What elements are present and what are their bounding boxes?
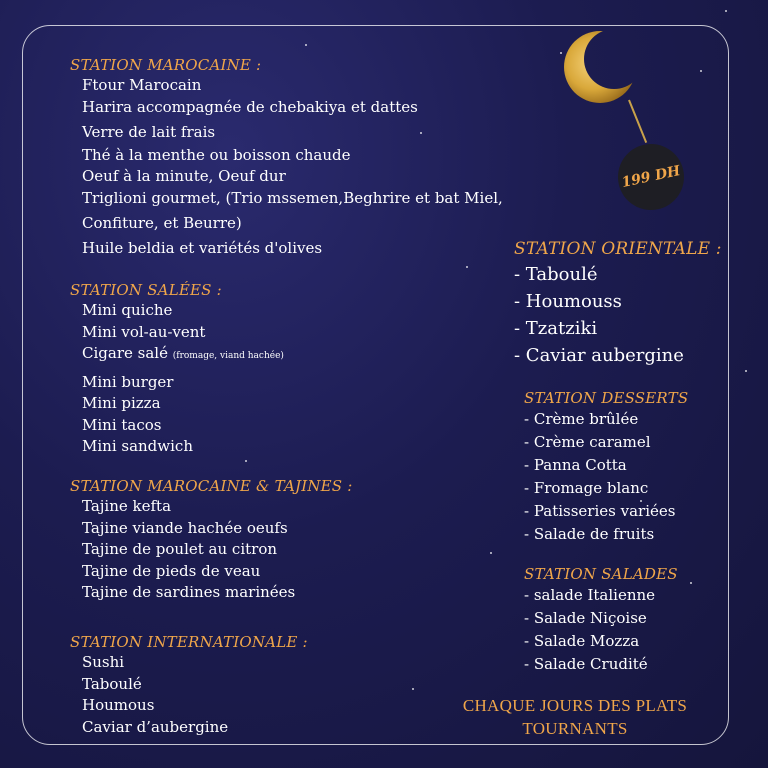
section-title: STATION MAROCAINE & TAJINES : [70, 477, 353, 495]
item-list [514, 261, 722, 369]
section-station-orientale [514, 237, 722, 369]
section-station-marocaine [70, 55, 503, 259]
list-item: Confiture, et Beurre) [82, 214, 242, 232]
section-station-salees [70, 280, 284, 458]
list-item: Mini quiche [82, 301, 173, 319]
list-item: - Houmouss [514, 291, 622, 312]
list-item: Sushi [82, 653, 125, 671]
list-item: Triglioni gourmet, (Trio mssemen,Beghrire et bat Miel, [82, 188, 503, 207]
list-item: Tajine viande hachée oeufs [82, 518, 288, 537]
item-list [70, 652, 308, 738]
item-note: (fromage, viand hachée) [172, 351, 284, 361]
list-item: - Tzatziki [514, 318, 598, 339]
list-item: Tajine de pieds de veau [82, 561, 261, 580]
list-item: Verre de lait frais [82, 123, 216, 141]
list-item: Huile beldia et variétés d'olives [82, 238, 323, 257]
list-item: Taboulé [82, 674, 142, 693]
list-item: Thé à la menthe ou boisson chaude [82, 145, 351, 164]
item-list [70, 75, 503, 259]
list-item: Mini sandwich [82, 437, 193, 455]
section-title: STATION SALADES [524, 565, 678, 583]
list-item: Houmous [82, 696, 155, 714]
list-item: Mini tacos [82, 415, 162, 434]
list-item: Ftour Marocain [82, 76, 202, 94]
list-item: Mini burger [82, 372, 174, 391]
list-item: - Crème brûlée [524, 410, 639, 428]
list-item: Tajine de poulet au citron [82, 540, 278, 558]
list-item: - Salade de fruits [524, 525, 655, 543]
list-item: - Patisseries variées [524, 502, 676, 520]
list-item: - Salade Mozza [524, 632, 640, 650]
section-title: STATION SALÉES : [70, 281, 222, 299]
list-item: - salade Italienne [524, 586, 656, 604]
section-station-marocaine-tajines [70, 476, 353, 604]
list-item: - Salade Crudité [524, 655, 648, 673]
list-item: Mini pizza [82, 394, 161, 412]
list-item: Tajine de sardines marinées [82, 583, 296, 601]
item-list [524, 584, 678, 676]
section-station-salades [524, 564, 678, 676]
section-title: STATION DESSERTS [524, 389, 689, 407]
list-item: - Taboulé [514, 264, 598, 285]
item-text: Cigare salé [82, 344, 168, 362]
price-badge: 199 DH [612, 138, 690, 216]
footer-tagline [430, 694, 720, 740]
section-title: STATION INTERNATIONALE : [70, 633, 308, 651]
list-item: - Crème caramel [524, 433, 651, 451]
list-item: - Salade Niçoise [524, 609, 647, 627]
list-item: - Caviar aubergine [514, 345, 684, 366]
list-item: Tajine kefta [82, 497, 172, 515]
section-title: STATION ORIENTALE : [514, 239, 722, 259]
list-item: Mini vol-au-vent [82, 322, 206, 341]
section-station-desserts [524, 388, 688, 546]
section-title: STATION MAROCAINE : [70, 56, 262, 74]
list-item: Oeuf à la minute, Oeuf dur [82, 167, 286, 185]
list-item: Harira accompagnée de chebakiya et dattes [82, 97, 418, 116]
list-item: - Fromage blanc [524, 479, 649, 497]
footer-line: CHAQUE JOURS DES PLATS [462, 696, 688, 715]
list-item [82, 343, 284, 368]
item-list [70, 496, 353, 604]
section-station-internationale [70, 632, 308, 738]
list-item: Caviar d’aubergine [82, 717, 229, 736]
footer-line: TOURNANTS [522, 719, 628, 738]
list-item: - Panna Cotta [524, 456, 627, 474]
item-list [70, 300, 284, 458]
item-list [524, 408, 688, 546]
